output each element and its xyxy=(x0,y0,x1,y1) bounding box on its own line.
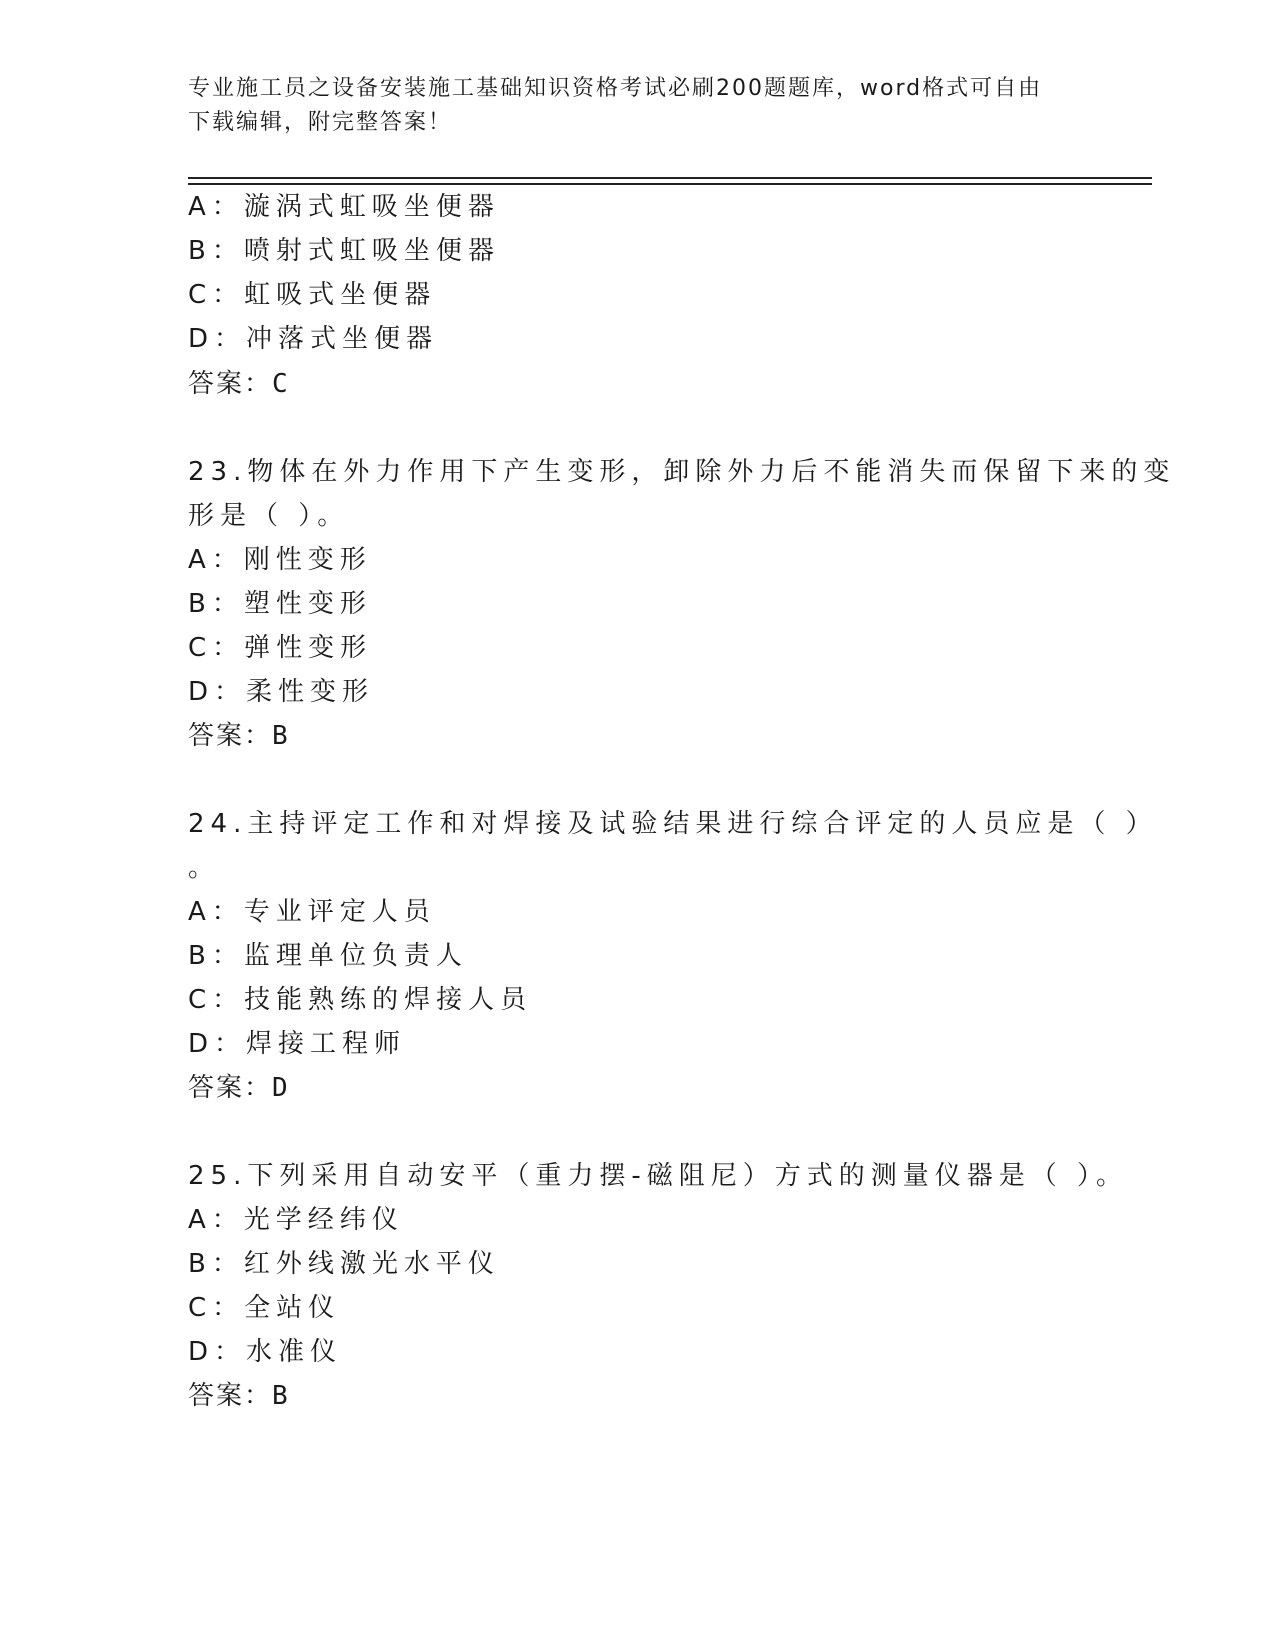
header-divider-bottom xyxy=(188,183,1152,185)
q23-answer xyxy=(188,718,290,754)
q23-option-d: D：柔性变形 xyxy=(188,677,375,707)
header-divider-top xyxy=(188,177,1152,179)
q22-answer-value: C xyxy=(272,369,290,399)
q22-option-a: A：漩涡式虹吸坐便器 xyxy=(188,192,500,222)
q25-option-a: A：光学经纬仪 xyxy=(188,1205,404,1235)
document-header xyxy=(188,72,1088,140)
q24-option-b: B：监理单位负责人 xyxy=(188,941,468,971)
q23-option-b: B：塑性变形 xyxy=(188,589,372,619)
q24-stem-line-1: 24.主持评定工作和对焊接及试验结果进行综合评定的人员应是（ ） xyxy=(188,809,1158,839)
q22-option-d: D：冲落式坐便器 xyxy=(188,324,439,354)
q25-option-c: C：全站仪 xyxy=(188,1293,341,1323)
q25-stem-line-1: 25.下列采用自动安平（重力摆-磁阻尼）方式的测量仪器是（ ）。 xyxy=(188,1161,1128,1191)
q23-answer-label: 答案： xyxy=(188,721,273,751)
q24-stem-line-2: 。 xyxy=(188,853,221,883)
q23-stem-line-2: 形是（ ）。 xyxy=(188,501,350,531)
q22-answer xyxy=(188,366,290,402)
q24-option-c: C：技能熟练的焊接人员 xyxy=(188,985,533,1015)
q22-answer-label: 答案： xyxy=(188,369,273,399)
q24-answer xyxy=(188,1070,290,1106)
q23-option-c: C：弹性变形 xyxy=(188,633,373,663)
q24-answer-label: 答案： xyxy=(188,1073,273,1103)
header-line-2: 下载编辑，附完整答案！ xyxy=(188,110,453,135)
q25-option-b: B：红外线激光水平仪 xyxy=(188,1249,500,1279)
q23-stem-line-1: 23.物体在外力作用下产生变形，卸除外力后不能消失而保留下来的变 xyxy=(188,457,1176,487)
q25-answer-value: B xyxy=(272,1381,290,1411)
q25-option-d: D：水准仪 xyxy=(188,1337,343,1367)
q22-option-c: C：虹吸式坐便器 xyxy=(188,280,437,310)
q24-option-a: A：专业评定人员 xyxy=(188,897,436,927)
q24-option-d: D：焊接工程师 xyxy=(188,1029,407,1059)
q24-answer-value: D xyxy=(272,1073,290,1103)
q25-answer xyxy=(188,1378,290,1414)
q23-answer-value: B xyxy=(272,721,290,751)
q22-option-b: B：喷射式虹吸坐便器 xyxy=(188,236,500,266)
q25-answer-label: 答案： xyxy=(188,1381,273,1411)
q23-option-a: A：刚性变形 xyxy=(188,545,372,575)
header-line-1: 专业施工员之设备安装施工基础知识资格考试必刷200题题库，word格式可自由 xyxy=(188,76,1043,101)
